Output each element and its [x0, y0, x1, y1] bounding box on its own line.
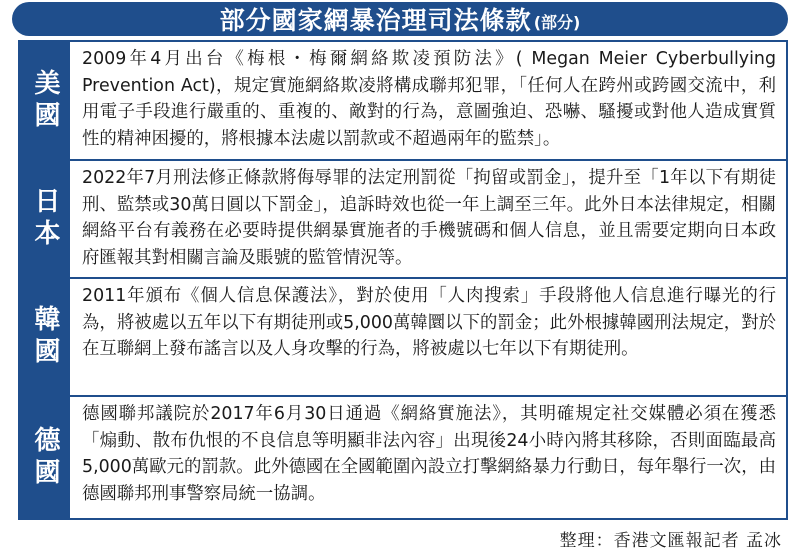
table-row-korea — [20, 279, 786, 397]
title-banner — [12, 2, 788, 36]
law-table — [18, 40, 788, 520]
country-label-cell — [20, 161, 70, 277]
table-row-usa — [20, 42, 786, 161]
table-row-japan — [20, 161, 786, 279]
law-description: 2011年頒布《個人信息保護法》，對於使用「人肉搜索」手段將他人信息進行曝光的行為，將被處以五年以下有期徒刑或5,000萬韓圜以下的罰金；此外根據韓國刑法規定，對於在互聯網上發布謠言以及人身攻擊的行為，將被處以七年以下有期徒刑。 — [82, 286, 776, 359]
country-label-cell — [20, 42, 70, 159]
law-description: 2009年4月出台《梅根・梅爾網絡欺凌預防法》( Megan Meier Cyberbullying Prevention Act)，規定實施網絡欺凌將構成聯邦犯罪，「任何人在跨州或跨國交流中，利用電子手段進行嚴重的、重複的、敵對的行為，意圖強迫、恐嚇、騷擾或對他人造成實質性的精神困擾的，將根據本法處以罰款或不超過兩年的監禁」。 — [82, 49, 776, 149]
page-subtitle: (部分) — [533, 12, 581, 32]
law-description: 2022年7月刑法修正條款將侮辱罪的法定刑罰從「拘留或罰金」，提升至「1年以下有期徒刑、監禁或30萬日圓以下罰金」，追訴時效也從一年上調至三年。此外日本法律規定，相關網絡平台有義務在必要時提供網暴實施者的手機號碼和個人信息，並且需要定期向日本政府匯報其對相關言論及賬號的監管情況等。 — [82, 168, 776, 268]
country-label: 德國 — [30, 425, 60, 490]
credit-line: 整理：香港文匯報記者 孟冰 — [559, 531, 782, 551]
country-label: 美國 — [30, 68, 60, 133]
country-label: 韓國 — [30, 305, 60, 369]
country-label-cell — [20, 279, 70, 395]
country-label-cell — [20, 397, 70, 518]
country-label: 日本 — [30, 187, 60, 251]
table-row-germany — [20, 397, 786, 518]
law-description: 德國聯邦議院於2017年6月30日通過《網絡實施法》，其明確規定社交媒體必須在獲悉「煽動、散布仇恨的不良信息等明顯非法內容」出現後24小時內將其移除，否則面臨最高5,000萬歐元的罰款。此外德國在全國範圍內設立打擊網絡暴力行動日，每年舉行一次，由德國聯邦刑事警察局統一協調。 — [82, 404, 776, 504]
page-title: 部分國家網暴治理司法條款 — [219, 6, 532, 35]
